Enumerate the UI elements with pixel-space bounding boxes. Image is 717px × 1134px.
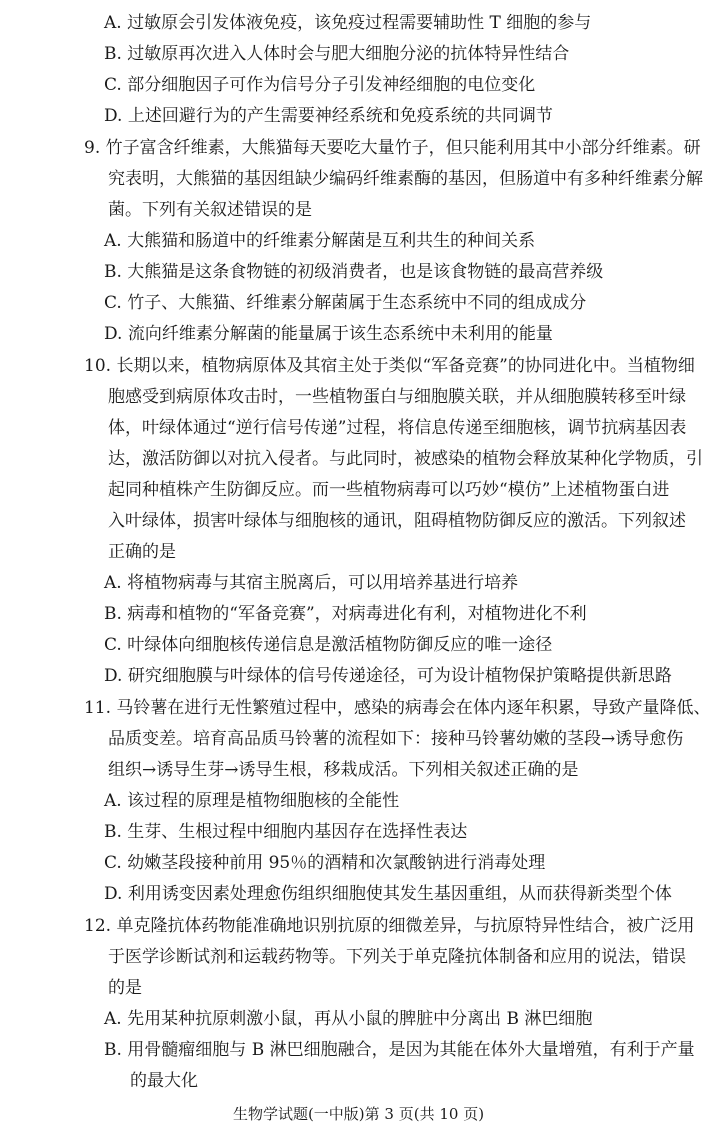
q9-stem-line-1: 9. 竹子富含纤维素，大熊猫每天要吃大量竹子，但只能利用其中小部分纤维素。研 [84,138,701,158]
q9-stem-line-2: 究表明，大熊猫的基因组缺少编码纤维素酶的基因，但肠道中有多种纤维素分解 [108,169,703,189]
q12-stem-line-2: 于医学诊断试剂和运载药物等。下列关于单克隆抗体制备和应用的说法，错误 [108,947,686,967]
q11-option-d: D. 利用诱变因素处理愈伤组织细胞使其发生基因重组，从而获得新类型个体 [104,884,672,904]
q9-option-c: C. 竹子、大熊猫、纤维素分解菌属于生态系统中不同的组成成分 [104,293,587,313]
q10-stem-line-5: 起同种植株产生防御反应。而一些植物病毒可以巧妙“模仿”上述植物蛋白进 [108,480,670,500]
q9-option-d: D. 流向纤维素分解菌的能量属于该生态系统中未利用的能量 [104,324,553,344]
q12-stem-line-3: 的是 [108,978,142,998]
page-footer: 生物学试题(一中版)第 3 页(共 10 页) [232,1105,485,1123]
q10-option-b: B. 病毒和植物的“军备竞赛”，对病毒进化有利，对植物进化不利 [104,604,587,624]
q10-stem-line-4: 达，激活防御以对抗入侵者。与此同时，被感染的植物会释放某种化学物质，引 [108,449,703,469]
q11-stem-line-3: 组织→诱导生芽→诱导生根，移栽成活。下列相关叙述正确的是 [108,760,579,780]
q9-option-a: A. 大熊猫和肠道中的纤维素分解菌是互利共生的种间关系 [104,231,536,251]
q10-option-c: C. 叶绿体向细胞核传递信息是激活植物防御反应的唯一途径 [104,635,553,655]
q8-option-d: D. 上述回避行为的产生需要神经系统和免疫系统的共同调节 [104,106,553,126]
q11-option-a: A. 该过程的原理是植物细胞核的全能性 [104,791,400,811]
q10-stem-line-2: 胞感受到病原体攻击时，一些植物蛋白与细胞膜关联，并从细胞膜转移至叶绿 [108,387,686,407]
q10-stem-line-1: 10. 长期以来，植物病原体及其宿主处于类似“军备竞赛”的协同进化中。当植物细 [84,356,695,376]
q12-option-a: A. 先用某种抗原刺激小鼠，再从小鼠的脾脏中分离出 B 淋巴细胞 [104,1009,593,1029]
q11-option-c: C. 幼嫩茎段接种前用 95％的酒精和次氯酸钠进行消毒处理 [104,853,546,873]
q8-option-c: C. 部分细胞因子可作为信号分子引发神经细胞的电位变化 [104,75,536,95]
q10-stem-line-6: 入叶绿体，损害叶绿体与细胞核的通讯，阻碍植物防御反应的激活。下列叙述 [108,511,686,531]
q11-stem-line-2: 品质变差。培育高品质马铃薯的流程如下：接种马铃薯幼嫩的茎段→诱导愈伤 [108,729,684,749]
q12-stem-line-1: 12. 单克隆抗体药物能准确地识别抗原的细微差异，与抗原特异性结合，被广泛用 [84,916,695,936]
q11-option-b: B. 生芽、生根过程中细胞内基因存在选择性表达 [104,822,468,842]
q8-option-b: B. 过敏原再次进入人体时会与肥大细胞分泌的抗体特异性结合 [104,44,570,64]
q12-option-b-continued: 的最大化 [130,1071,198,1091]
q12-option-b: B. 用骨髓瘤细胞与 B 淋巴细胞融合，是因为其能在体外大量增殖，有利于产量 [104,1040,695,1060]
q10-stem-line-7: 正确的是 [108,542,176,562]
q8-option-a: A. 过敏原会引发体液免疫，该免疫过程需要辅助性 T 细胞的参与 [104,13,592,33]
q9-stem-line-3: 菌。下列有关叙述错误的是 [108,200,312,220]
q11-stem-line-1: 11. 马铃薯在进行无性繁殖过程中，感染的病毒会在体内逐年积累，导致产量降低、 [84,698,711,718]
q10-stem-line-3: 体，叶绿体通过“逆行信号传递”过程，将信息传递至细胞核，调节抗病基因表 [108,418,687,438]
q10-option-a: A. 将植物病毒与其宿主脱离后，可以用培养基进行培养 [104,573,519,593]
q10-option-d: D. 研究细胞膜与叶绿体的信号传递途径，可为设计植物保护策略提供新思路 [104,666,672,686]
q9-option-b: B. 大熊猫是这条食物链的初级消费者，也是该食物链的最高营养级 [104,262,604,282]
